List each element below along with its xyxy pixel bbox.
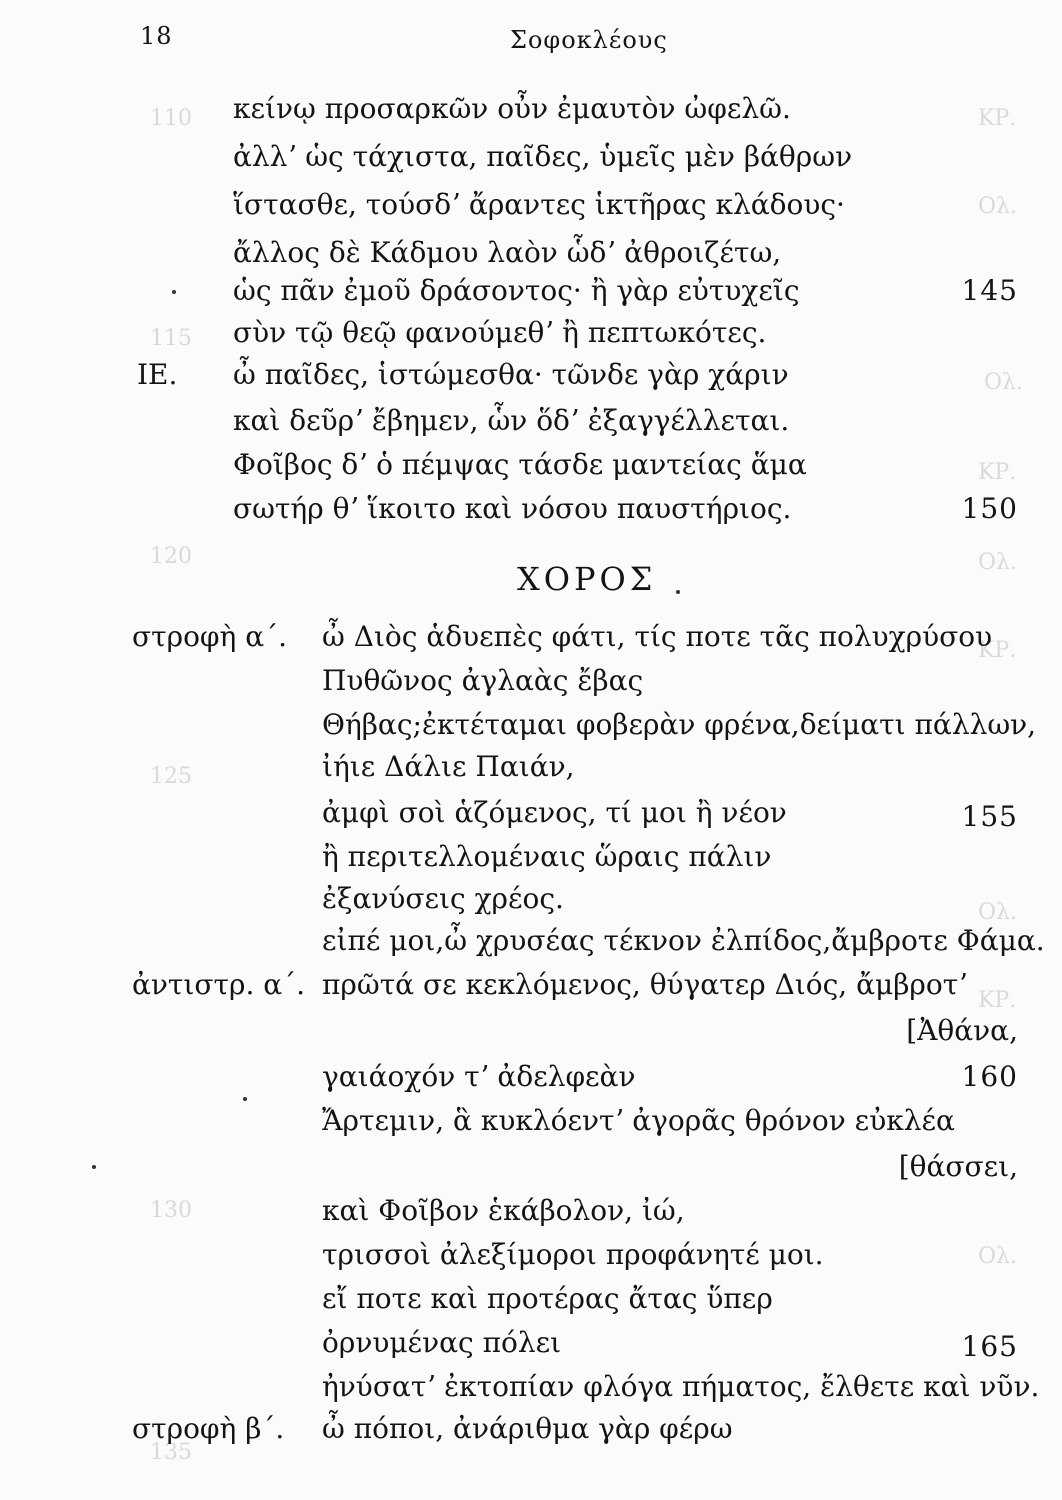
song-line: ὦ Διὸς ἁδυεπὲς φάτι, τίς ποτε τᾶς πολυχρύσου xyxy=(322,620,993,653)
song-line: καὶ Φοῖβον ἑκάβολον, ἰώ, xyxy=(322,1194,685,1227)
show-through-speaker: ΚΡ. xyxy=(978,106,1017,131)
show-through-number: 110 xyxy=(150,106,192,131)
song-line: ὀρνυμένας πόλει xyxy=(322,1326,562,1359)
ink-speck xyxy=(676,590,680,594)
verse-line: ἵστασθε, τούσδʼ ἄραντες ἱκτῆρας κλάδους· xyxy=(233,188,845,221)
show-through-number: 130 xyxy=(150,1198,192,1223)
song-line: ἢ περιτελλομέναις ὥραις πάλιν xyxy=(322,840,772,873)
line-number: 150 xyxy=(961,492,1018,525)
verse-line: κείνῳ προσαρκῶν οὖν ἐμαυτὸν ὠφελῶ. xyxy=(233,92,791,125)
song-line: ὦ πόποι, ἀνάριθμα γὰρ φέρω xyxy=(322,1412,733,1445)
song-line: εἰπέ μοι,ὦ χρυσέας τέκνον ἐλπίδος,ἄμβροτε Φάμα. xyxy=(322,924,1045,957)
running-title: Σοφοκλέους xyxy=(510,26,668,54)
song-line: Ἄρτεμιν, ἃ κυκλόεντʼ ἀγορᾶς θρόνον εὐκλέα xyxy=(322,1104,955,1137)
song-line: γαιάοχόν τʼ ἀδελφεὰν xyxy=(322,1060,636,1093)
verse-line: σὺν τῷ θεῷ φανούμεθʼ ἢ πεπτωκότες. xyxy=(233,316,767,349)
show-through-number: 115 xyxy=(150,326,192,351)
show-through-speaker: Ολ. xyxy=(978,1244,1017,1269)
show-through-number: 135 xyxy=(150,1440,192,1465)
show-through-number: 125 xyxy=(150,764,192,789)
strophe-label: στροφὴ β΄. xyxy=(132,1412,285,1445)
show-through-speaker: Ολ. xyxy=(978,900,1017,925)
song-line: Θήβας;ἐκτέταμαι φοβερὰν φρένα,δείματι πάλλων, xyxy=(322,708,1037,741)
show-through-speaker: ΚΡ. xyxy=(978,638,1017,663)
chorus-heading: ΧΟΡΟΣ xyxy=(517,560,657,598)
song-line: πρῶτά σε κεκλόμενος, θύγατερ Διός, ἄμβροτʼ xyxy=(322,968,968,1001)
line-number: 145 xyxy=(961,274,1018,307)
song-line: ἀμφὶ σοὶ ἁζόμενος, τί μοι ἢ νέον xyxy=(322,796,787,829)
song-line: ἠνύσατʼ ἐκτοπίαν φλόγα πήματος, ἔλθετε καὶ νῦν. xyxy=(322,1370,1040,1403)
show-through-speaker: ΚΡ. xyxy=(978,988,1017,1013)
song-line: ἰήιε Δάλιε Παιάν, xyxy=(322,750,575,783)
antistrophe-label: ἀντιστρ. α΄. xyxy=(132,968,306,1001)
ink-speck xyxy=(243,1097,247,1101)
ink-speck xyxy=(172,290,176,294)
ink-speck xyxy=(92,1165,96,1169)
verse-line: ὡς πᾶν ἐμοῦ δράσοντος· ἢ γὰρ εὐτυχεῖς xyxy=(233,274,800,307)
song-line: εἴ ποτε καὶ προτέρας ἄτας ὕπερ xyxy=(322,1282,773,1315)
show-through-speaker: Ολ. xyxy=(978,194,1017,219)
song-line: ἐξανύσεις χρέος. xyxy=(322,882,564,915)
verse-line: ὦ παῖδες, ἱστώμεσθα· τῶνδε γὰρ χάριν xyxy=(233,358,789,391)
song-line-continuation: [Ἀθάνα, xyxy=(906,1014,1018,1047)
verse-line: ἀλλʼ ὡς τάχιστα, παῖδες, ὑμεῖς μὲν βάθρων xyxy=(233,140,853,173)
show-through-speaker: ΚΡ. xyxy=(978,460,1017,485)
page-number: 18 xyxy=(140,22,173,50)
line-number: 155 xyxy=(961,800,1018,833)
line-number: 165 xyxy=(961,1330,1018,1363)
song-line: Πυθῶνος ἀγλαὰς ἔβας xyxy=(322,664,644,697)
show-through-speaker: Ολ. xyxy=(978,550,1017,575)
song-line-continuation: [θάσσει, xyxy=(898,1150,1018,1183)
verse-line: σωτήρ θʼ ἵκοιτο καὶ νόσου παυστήριος. xyxy=(233,492,792,525)
strophe-label: στροφὴ α΄. xyxy=(132,620,288,653)
verse-line: ἄλλος δὲ Κάδμου λαὸν ὧδʼ ἀθροιζέτω, xyxy=(233,236,782,269)
show-through-number: 120 xyxy=(150,544,192,569)
show-through-speaker: Ολ. xyxy=(984,370,1023,395)
verse-line: καὶ δεῦρʼ ἔβημεν, ὧν ὅδʼ ἐξαγγέλλεται. xyxy=(233,404,790,437)
line-number: 160 xyxy=(961,1060,1018,1093)
speaker-label: ΙΕ. xyxy=(137,358,178,391)
verse-line: Φοῖβος δʼ ὁ πέμψας τάσδε μαντείας ἅμα xyxy=(233,448,807,481)
song-line: τρισσοὶ ἀλεξίμοροι προφάνητέ μοι. xyxy=(322,1238,824,1271)
